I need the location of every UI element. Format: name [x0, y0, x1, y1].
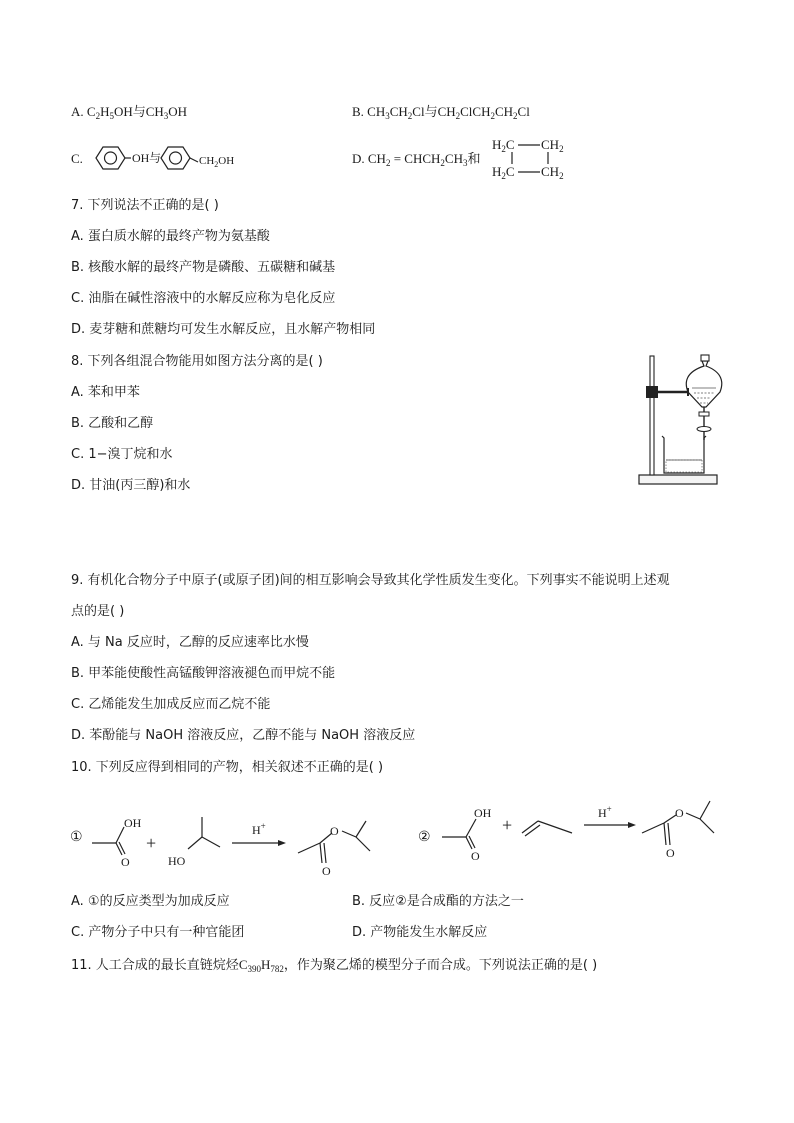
q6-option-c-label: C. [71, 151, 83, 166]
q8-stem: 8. 下列各组混合物能用如图方法分离的是( ) [71, 354, 323, 369]
q8-option-a: A. 苯和甲苯 [71, 385, 140, 400]
svg-text:O: O [330, 824, 339, 838]
q7-option-b: B. 核酸水解的最终产物是磷酸、五碳糖和碱基 [71, 260, 336, 275]
reaction2-plus: + [502, 815, 513, 835]
isopropyl-acetate-structure-1 [298, 821, 370, 878]
q9-option-d: D. 苯酚能与 NaOH 溶液反应，乙醇不能与 NaOH 溶液反应 [71, 728, 416, 743]
q9-stem-line1: 9. 有机化合物分子中原子(或原子团)间的相互影响会导致其化学性质发生变化。下列事实不能说明上述观 [71, 573, 670, 588]
svg-text:H+: H+ [252, 821, 266, 837]
q10-option-c: C. 产物分子中只有一种官能团 [71, 925, 245, 940]
svg-text:OH: OH [474, 806, 492, 820]
reaction1-arrow-icon [232, 821, 286, 846]
reaction1-mark: ① [70, 830, 83, 845]
isopropyl-acetate-structure-2 [642, 801, 714, 860]
q10-option-a: A. ①的反应类型为加成反应 [71, 894, 230, 909]
svg-text:H+: H+ [598, 804, 612, 820]
q9-stem-line2: 点的是( ) [71, 604, 125, 619]
svg-text:O: O [675, 806, 684, 820]
svg-text:O: O [666, 846, 675, 860]
reaction2-arrow-icon [584, 804, 636, 828]
q10-option-b: B. 反应②是合成酯的方法之一 [352, 894, 524, 909]
q7-option-a: A. 蛋白质水解的最终产物为氨基酸 [71, 229, 270, 244]
q7-stem: 7. 下列说法不正确的是( ) [71, 198, 219, 213]
reaction2-mark: ② [418, 830, 431, 845]
q9-option-c: C. 乙烯能发生加成反应而乙烷不能 [71, 697, 271, 712]
isopropanol-structure [168, 817, 220, 868]
q10-stem: 10. 下列反应得到相同的产物，相关叙述不正确的是( ) [71, 760, 384, 775]
q8-option-d: D. 甘油(丙三醇)和水 [71, 478, 191, 493]
q6-c-ch2oh: $CH_2OH$ [199, 155, 235, 169]
q7-option-d: D. 麦芽糖和蔗糖均可发生水解反应，且水解产物相同 [71, 322, 376, 337]
q6-option-b: B. $CH_3CH_2Cl$与$CH_2ClCH_2CH_2Cl$ [352, 104, 530, 121]
q10-option-d: D. 产物能发生水解反应 [352, 925, 488, 940]
q8-option-b: B. 乙酸和乙醇 [71, 416, 154, 431]
svg-text:O: O [322, 864, 331, 878]
q7-option-c: C. 油脂在碱性溶液中的水解反应称为皂化反应 [71, 291, 336, 306]
svg-text:H2C: $H_2C$ [492, 164, 515, 181]
q6-option-a: A. $C_2H_5OH$与$CH_3OH$ [71, 104, 188, 121]
q6-option-c-structures [88, 140, 248, 176]
svg-text:O: O [471, 849, 480, 863]
phenol-ring-icon [96, 147, 131, 169]
q11-formula: $C_{390}H_{782}$ [238, 957, 284, 974]
q6-option-d: D. $CH_2$ = $CHCH_2CH_3$和 [352, 151, 481, 168]
q9-option-a: A. 与 Na 反应时，乙醇的反应速率比水慢 [71, 635, 309, 650]
acetic-acid-structure-2 [442, 806, 492, 863]
acetic-acid-structure-1 [92, 816, 142, 869]
svg-text:OH: OH [124, 816, 142, 830]
svg-text:HO: HO [168, 854, 186, 868]
q10-reaction-scheme [66, 785, 726, 878]
svg-text:H2C: $H_2C$ [492, 137, 515, 154]
reaction1-plus: + [146, 833, 157, 853]
benzyl-ring-icon [161, 147, 198, 169]
q6-c-yu: 与 [149, 151, 162, 165]
svg-text:CH2: $CH_2$ [541, 164, 564, 181]
separatory-funnel-apparatus-icon [636, 352, 722, 490]
q9-option-b: B. 甲苯能使酸性高锰酸钾溶液褪色而甲烷不能 [71, 666, 336, 681]
q6-c-oh: OH [132, 151, 150, 165]
q11-stem: 11. 人工合成的最长直链烷烃$C_{390}H_{782}$，作为聚乙烯的模型分子而合成。下列说法正确的是( ) [71, 957, 598, 974]
propene-structure [522, 821, 572, 836]
svg-text:O: O [121, 855, 130, 869]
cyclobutane-structure [490, 136, 580, 182]
q8-option-c: C. 1−溴丁烷和水 [71, 447, 173, 462]
svg-text:CH2: $CH_2$ [541, 137, 564, 154]
